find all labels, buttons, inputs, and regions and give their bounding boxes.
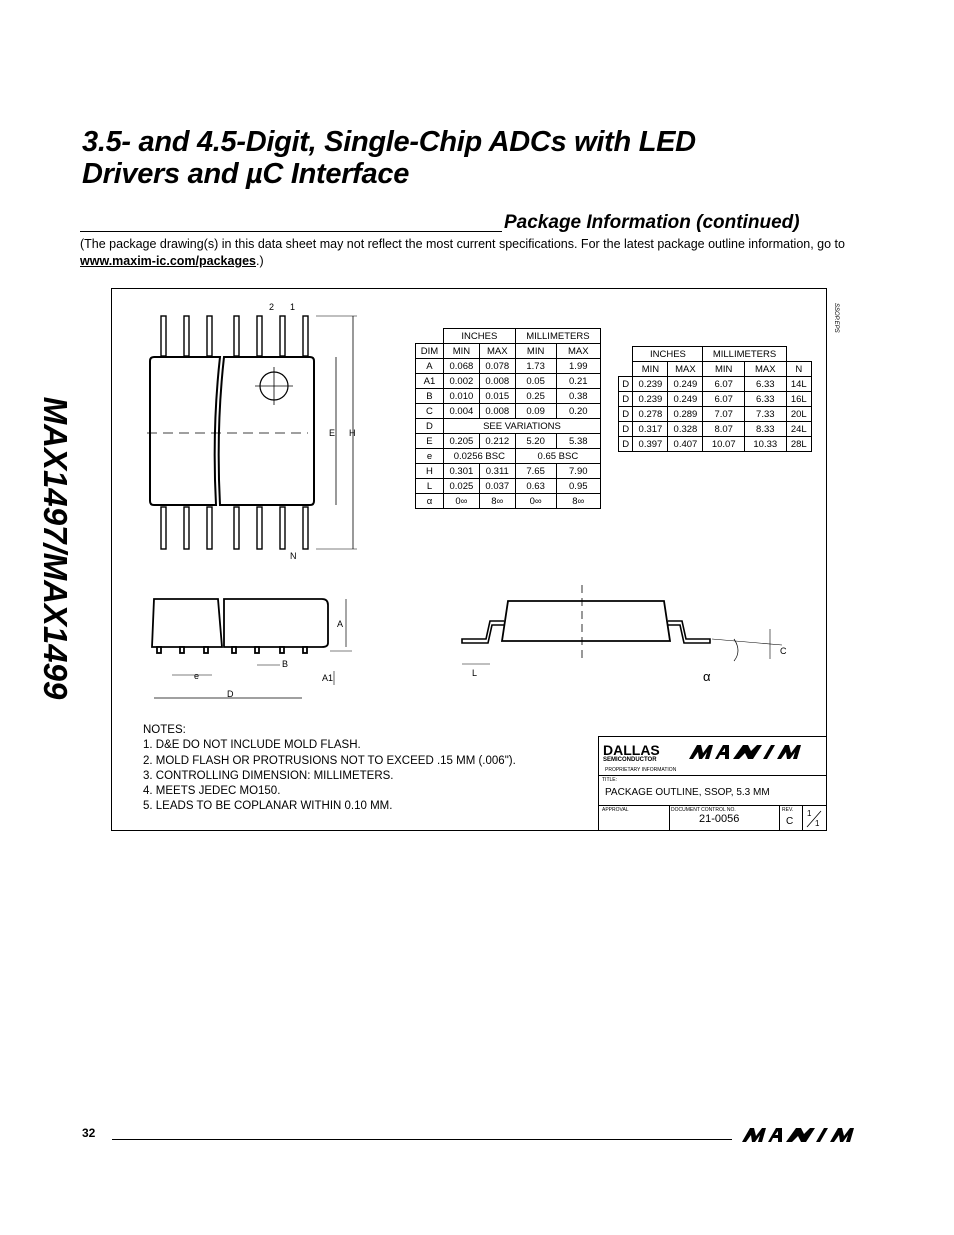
inches-header: INCHES [443, 329, 515, 344]
var-cell: 6.07 [703, 392, 745, 407]
var-col-header: MIN [633, 362, 668, 377]
dim-cell: 0.008 [479, 374, 515, 389]
title-block [598, 736, 827, 831]
dim-A-label: A [337, 619, 344, 629]
table-row [416, 464, 601, 479]
dim-C-label: C [780, 646, 787, 656]
var-col-header: MIN [703, 362, 745, 377]
dim-col-header: MAX [479, 344, 515, 359]
var-cell: 24L [786, 422, 811, 437]
package-body [150, 357, 314, 505]
dim-col-header: MAX [556, 344, 600, 359]
dim-cell: 0.037 [479, 479, 515, 494]
end-view [502, 601, 670, 641]
page-number: 32 [82, 1126, 96, 1140]
dim-cell: 0.311 [479, 464, 515, 479]
side-view [152, 599, 328, 653]
side-title [6, 230, 74, 870]
dim-D-label: D [227, 689, 234, 699]
dim-cell: 0.078 [479, 359, 515, 374]
pin1-label: 1 [290, 302, 296, 312]
var-cell: 0.249 [668, 392, 703, 407]
table-row [416, 389, 601, 404]
var-cell: 0.407 [668, 437, 703, 452]
dim-cell: 0.205 [443, 434, 479, 449]
table-row [619, 392, 812, 407]
section-title: Package Information (continued) [504, 212, 800, 233]
dim-cell: 0.09 [515, 404, 556, 419]
var-cell: 0.239 [633, 377, 668, 392]
dim-cell: B [416, 389, 444, 404]
section-rule [80, 231, 502, 232]
var-cell: 0.317 [633, 422, 668, 437]
var-cell: 0.249 [668, 377, 703, 392]
dim-cell: C [416, 404, 444, 419]
rev-label: REV. [782, 807, 794, 813]
file-label: SSOP.EPS [833, 303, 839, 333]
table-row [416, 449, 601, 464]
notes [143, 723, 516, 815]
dim-L-label: L [472, 668, 478, 678]
bottom-leads [161, 507, 308, 549]
dim-cell: 0.95 [556, 479, 600, 494]
dim-col-header: DIM [416, 344, 444, 359]
footer-rule [112, 1139, 732, 1140]
dim-cell: 0.025 [443, 479, 479, 494]
footer-maxim-logo [740, 1125, 856, 1145]
dim-cell: 0.008 [479, 404, 515, 419]
table-row [416, 434, 601, 449]
sheet-number: 1 [807, 809, 812, 818]
note-line: 1. D&E DO NOT INCLUDE MOLD FLASH. [143, 739, 361, 752]
intro-paragraph [80, 236, 870, 270]
var-cell: D [619, 422, 633, 437]
dim-cell: SEE VARIATIONS [443, 419, 600, 434]
side-title-text: MAX1497/MAX1499 [37, 396, 74, 700]
var-cell: D [619, 377, 633, 392]
proprietary-label: PROPRIETARY INFORMATION [605, 767, 677, 773]
dim-cell: 0.05 [515, 374, 556, 389]
dim-cell: 5.38 [556, 434, 600, 449]
table-row [416, 494, 601, 509]
doc-number: 21-0056 [699, 813, 740, 825]
var-cell: 7.33 [745, 407, 787, 422]
dim-cell: L [416, 479, 444, 494]
table-row [416, 404, 601, 419]
dim-cell: E [416, 434, 444, 449]
var-cell: D [619, 392, 633, 407]
doc-control-label: DOCUMENT CONTROL NO. [671, 807, 736, 813]
var-cell: 6.33 [745, 392, 787, 407]
variation-table [618, 346, 812, 452]
dim-E-label: E [329, 428, 336, 438]
var-col-header: MAX [745, 362, 787, 377]
var-cell: D [619, 437, 633, 452]
note-line: 3. CONTROLLING DIMENSION: MILLIMETERS. [143, 769, 394, 782]
dim-cell: A1 [416, 374, 444, 389]
dim-cell: 8∞ [556, 494, 600, 509]
dim-cell: 0∞ [443, 494, 479, 509]
dim-cell: 8∞ [479, 494, 515, 509]
var-cell: 8.07 [703, 422, 745, 437]
dim-cell: 0.21 [556, 374, 600, 389]
var-cell: 6.33 [745, 377, 787, 392]
table-row [416, 419, 601, 434]
dim-cell: 1.99 [556, 359, 600, 374]
var-mm-header: MILLIMETERS [703, 347, 786, 362]
var-cell: 0.289 [668, 407, 703, 422]
table-row [619, 422, 812, 437]
table-row [416, 359, 601, 374]
dim-cell: 1.73 [515, 359, 556, 374]
dim-cell: 0.002 [443, 374, 479, 389]
dallas-logo [603, 743, 683, 763]
note-line: 4. MEETS JEDEC MO150. [143, 785, 281, 798]
var-inches-header: INCHES [633, 347, 703, 362]
var-cell: 14L [786, 377, 811, 392]
dim-cell: 7.90 [556, 464, 600, 479]
sheet-total: 1 [815, 819, 820, 828]
dim-cell: 0.068 [443, 359, 479, 374]
dim-cell: D [416, 419, 444, 434]
var-cell: 6.07 [703, 377, 745, 392]
dim-cell: 0.25 [515, 389, 556, 404]
dim-cell: 0.0256 BSC [443, 449, 515, 464]
dim-H-label: H [349, 428, 356, 438]
table-row [416, 374, 601, 389]
dim-A1-label: A1 [322, 673, 334, 683]
note-line: NOTES: [143, 724, 186, 736]
dim-cell: α [416, 494, 444, 509]
var-cell: 10.07 [703, 437, 745, 452]
var-cell: 0.328 [668, 422, 703, 437]
dim-cell: A [416, 359, 444, 374]
dim-cell: 0.015 [479, 389, 515, 404]
dim-col-header: MIN [443, 344, 479, 359]
var-cell: 0.239 [633, 392, 668, 407]
outline-title: PACKAGE OUTLINE, SSOP, 5.3 MM [605, 787, 770, 798]
dimension-table [415, 328, 601, 509]
dim-col-header: MIN [515, 344, 556, 359]
var-cell: 10.33 [745, 437, 787, 452]
title-label: TITLE: [602, 777, 618, 783]
pinN-label: N [290, 551, 297, 561]
dim-cell: H [416, 464, 444, 479]
var-col-header: N [786, 362, 811, 377]
var-cell: 16L [786, 392, 811, 407]
var-cell: 0.397 [633, 437, 668, 452]
maxim-logo [687, 741, 823, 763]
page-title [82, 126, 902, 190]
table-row [416, 479, 601, 494]
dallas-text: DALLAS [603, 742, 660, 758]
mm-header: MILLIMETERS [515, 329, 600, 344]
rev-value: C [786, 816, 794, 827]
packages-link[interactable]: www.maxim-ic.com/packages [80, 254, 257, 268]
var-cell: 8.33 [745, 422, 787, 437]
dim-cell: 0.004 [443, 404, 479, 419]
pin2-label: 2 [269, 302, 275, 312]
dim-cell: 0.010 [443, 389, 479, 404]
dim-e-label: e [194, 671, 200, 681]
dim-cell: 5.20 [515, 434, 556, 449]
dim-cell: 0.65 BSC [515, 449, 600, 464]
dim-cell: 0.301 [443, 464, 479, 479]
dim-cell: 0.38 [556, 389, 600, 404]
package-drawing [111, 288, 839, 831]
semiconductor-text: SEMICONDUCTOR [603, 757, 657, 763]
var-cell: 0.278 [633, 407, 668, 422]
note-line: 2. MOLD FLASH OR PROTRUSIONS NOT TO EXCEED .15 MM (.006"). [143, 754, 516, 767]
title-line-1: 3.5- and 4.5-Digit, Single-Chip ADCs with LED [82, 126, 696, 158]
dim-alpha-label: α [703, 669, 711, 684]
top-leads [161, 316, 308, 356]
table-row [619, 407, 812, 422]
table-row [619, 437, 812, 452]
intro-text: (The package drawing(s) in this data sheet may not reflect the most current specifications. For the latest package outline information, go to [80, 237, 845, 251]
var-cell: 7.07 [703, 407, 745, 422]
dim-cell: 0∞ [515, 494, 556, 509]
dim-cell: 0.212 [479, 434, 515, 449]
dim-cell: 0.63 [515, 479, 556, 494]
dim-cell: 7.65 [515, 464, 556, 479]
table-row [619, 377, 812, 392]
dim-cell: 0.20 [556, 404, 600, 419]
var-cell: D [619, 407, 633, 422]
dim-cell: e [416, 449, 444, 464]
var-cell: 28L [786, 437, 811, 452]
approval-label: APPROVAL [602, 807, 629, 813]
intro-text-end: .) [256, 254, 264, 268]
note-line: 5. LEADS TO BE COPLANAR WITHIN 0.10 MM. [143, 800, 393, 813]
var-cell: 20L [786, 407, 811, 422]
title-line-2: Drivers and µC Interface [82, 158, 410, 190]
var-col-header: MAX [668, 362, 703, 377]
dim-B-label: B [282, 659, 289, 669]
